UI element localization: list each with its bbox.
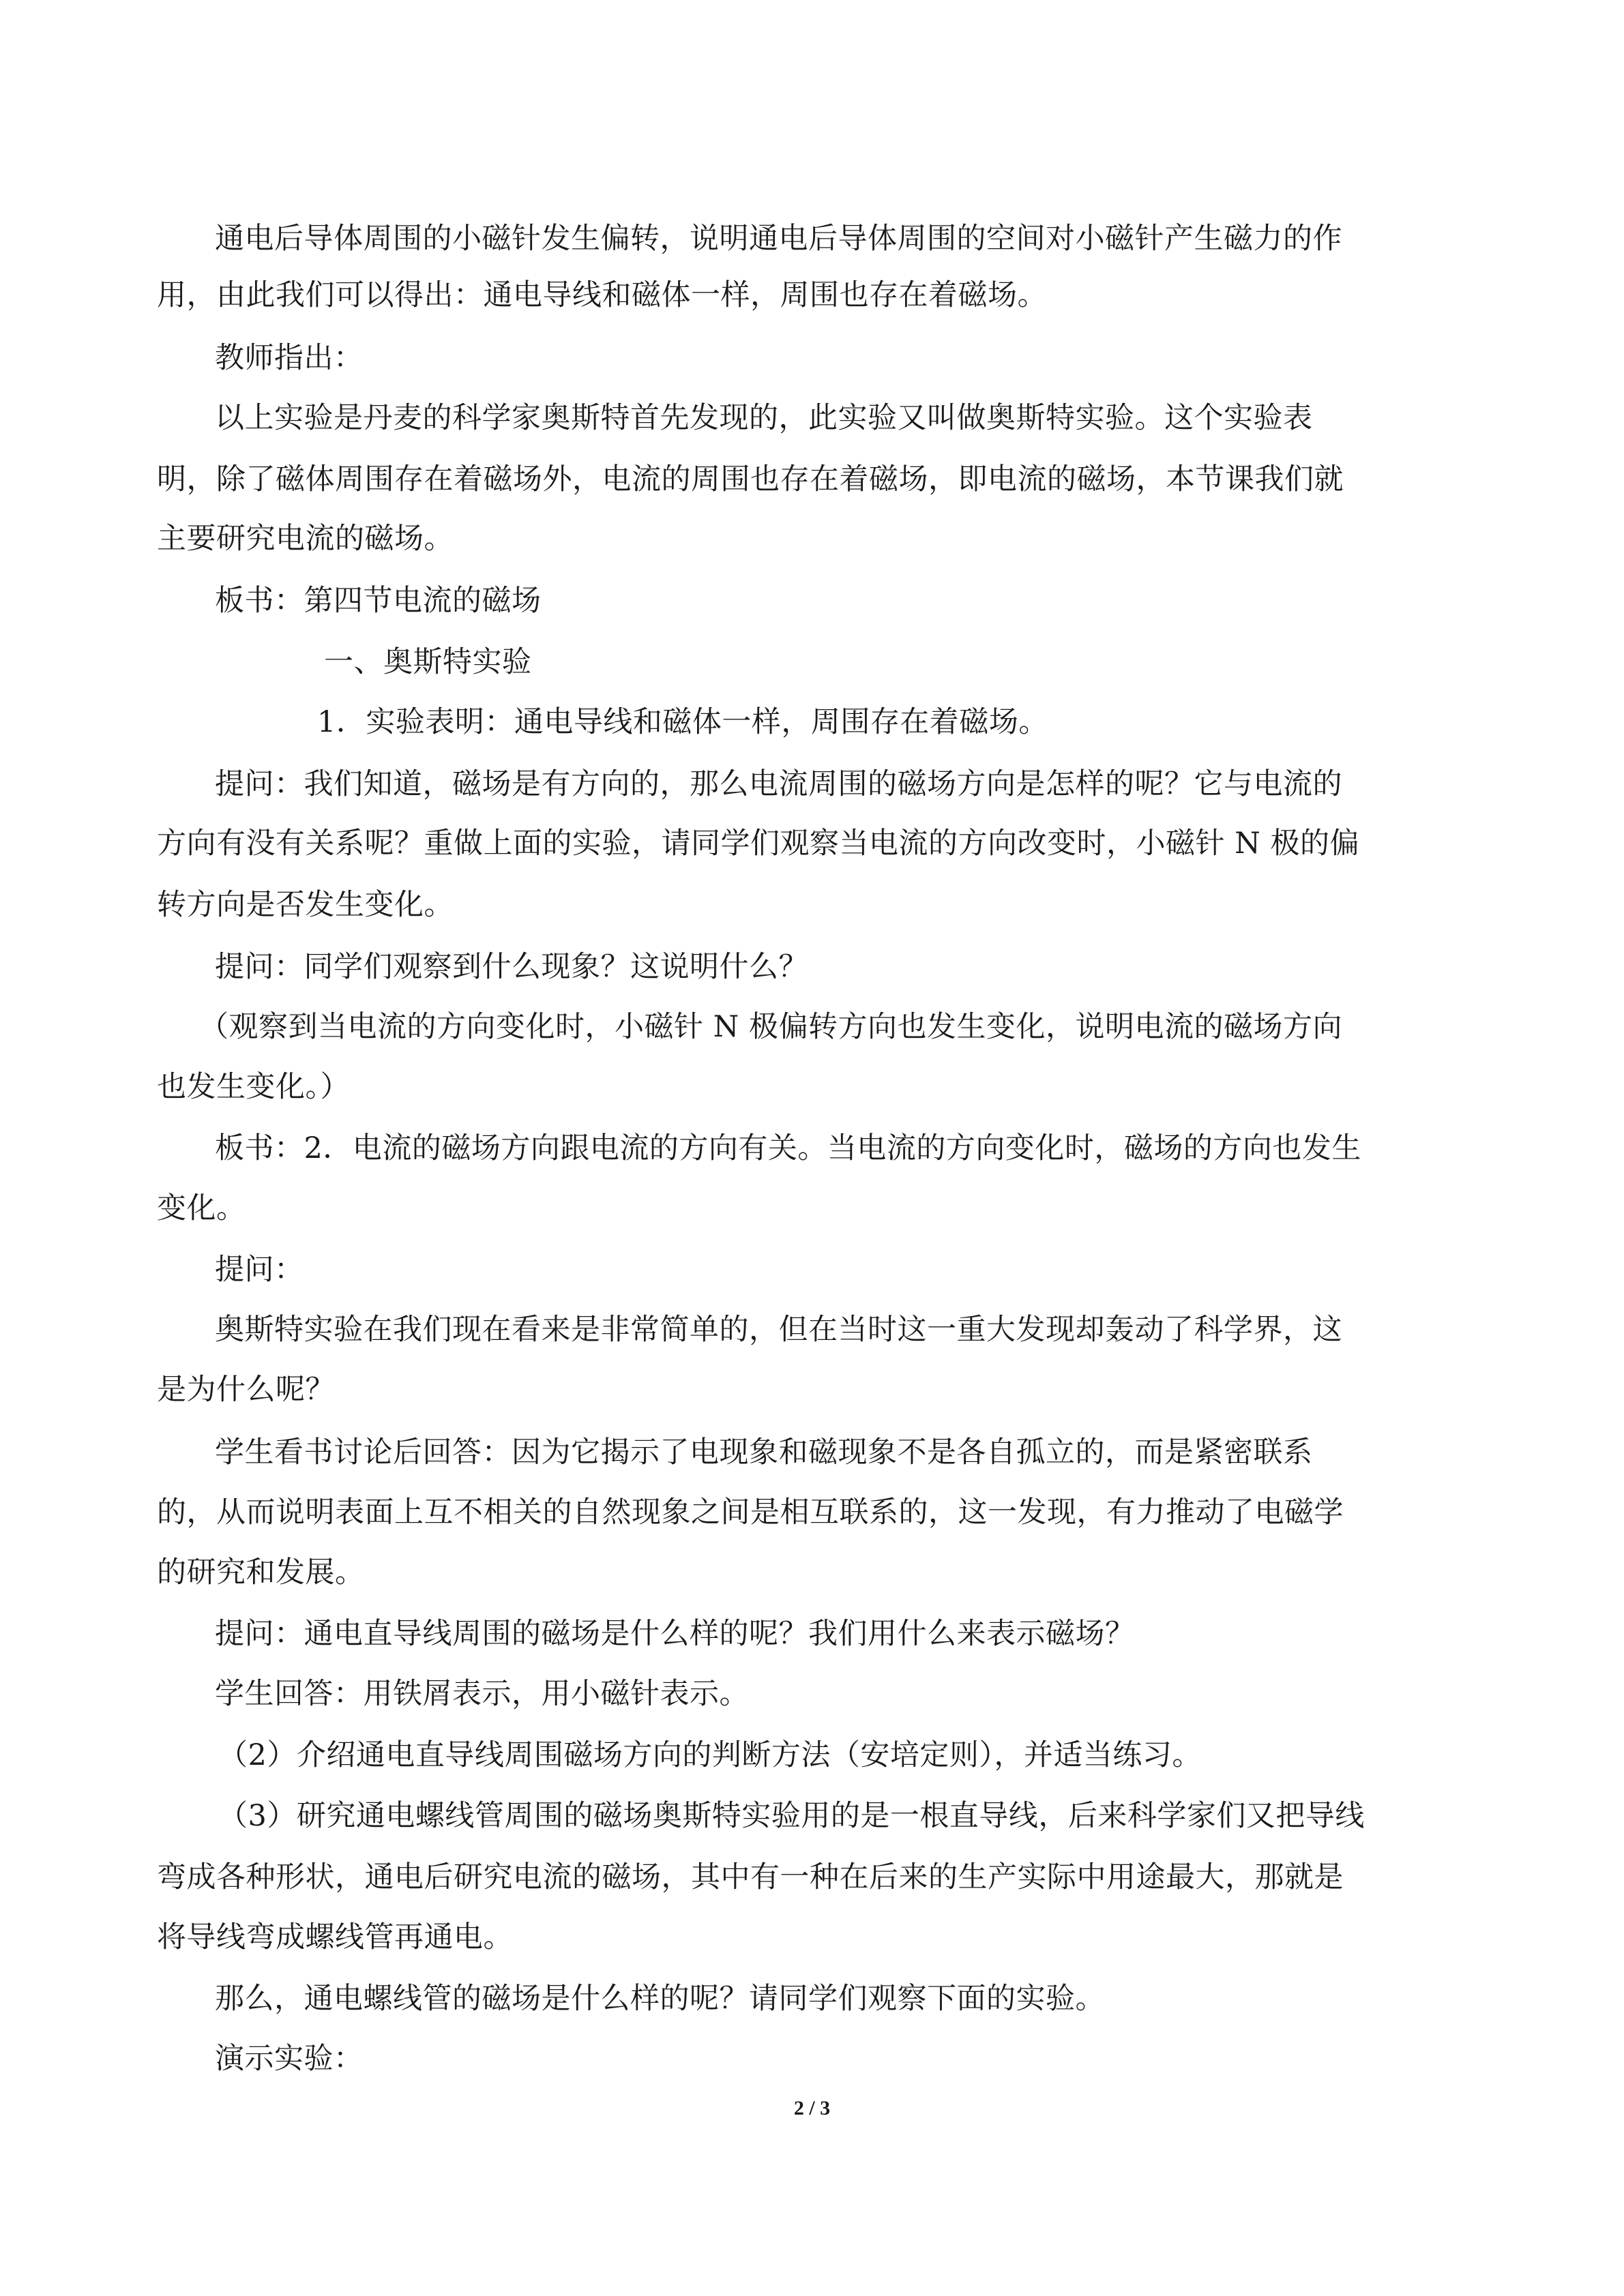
paragraph-line: 转方向是否发生变化。 bbox=[157, 888, 454, 922]
paragraph-line: 是为什么呢？ bbox=[157, 1373, 335, 1407]
paragraph-line: 弯成各种形状，通电后研究电流的磁场，其中有一种在后来的生产实际中用途最大，那就是 bbox=[157, 1860, 1344, 1894]
paragraph-line: 的，从而说明表面上互不相关的自然现象之间是相互联系的，这一发现，有力推动了电磁学 bbox=[157, 1495, 1344, 1530]
paragraph-line: 奥斯特实验在我们现在看来是非常简单的，但在当时这一重大发现却轰动了科学界，这 bbox=[215, 1313, 1342, 1347]
paragraph-line: 通电后导体周围的小磁针发生偏转，说明通电后导体周围的空间对小磁针产生磁力的作 bbox=[215, 222, 1342, 256]
paragraph-line: （观察到当电流的方向变化时，小磁针 N 极偏转方向也发生变化，说明电流的磁场方向 bbox=[199, 1010, 1342, 1044]
paragraph-line: 板书：第四节电流的磁场 bbox=[215, 584, 542, 618]
paragraph-line: 变化。 bbox=[157, 1191, 246, 1225]
paragraph-line: 主要研究电流的磁场。 bbox=[157, 522, 454, 556]
paragraph-line: 将导线弯成螺线管再通电。 bbox=[157, 1920, 513, 1954]
paragraph-line: 明，除了磁体周围存在着磁场外，电流的周围也存在着磁场，即电流的磁场，本节课我们就 bbox=[157, 462, 1344, 496]
paragraph-line: 教师指出： bbox=[215, 341, 364, 375]
paragraph-line: （3）研究通电螺线管周围的磁场奥斯特实验用的是一根直导线，后来科学家们又把导线 bbox=[218, 1799, 1365, 1833]
paragraph-line: 提问：通电直导线周围的磁场是什么样的呢？我们用什么来表示磁场？ bbox=[215, 1617, 1135, 1651]
paragraph-line: 演示实验： bbox=[215, 2042, 364, 2076]
paragraph-line: 一、奥斯特实验 bbox=[324, 645, 532, 679]
paragraph-line: （2）介绍通电直导线周围磁场方向的判断方法（安培定则），并适当练习。 bbox=[218, 1738, 1202, 1772]
paragraph-line: 以上实验是丹麦的科学家奥斯特首先发现的，此实验又叫做奥斯特实验。这个实验表 bbox=[215, 401, 1313, 435]
paragraph-line: 板书：2．电流的磁场方向跟电流的方向有关。当电流的方向变化时，磁场的方向也发生 bbox=[215, 1131, 1361, 1165]
paragraph-line: 用，由此我们可以得出：通电导线和磁体一样，周围也存在着磁场。 bbox=[157, 278, 1047, 312]
paragraph-line: 也发生变化。） bbox=[157, 1070, 350, 1104]
paragraph-line: 提问：同学们观察到什么现象？这说明什么？ bbox=[215, 950, 808, 984]
paragraph-line: 1．实验表明：通电导线和磁体一样，周围存在着磁场。 bbox=[317, 705, 1048, 739]
paragraph-line: 学生看书讨论后回答：因为它揭示了电现象和磁现象不是各自孤立的，而是紧密联系 bbox=[215, 1435, 1313, 1470]
paragraph-line: 方向有没有关系呢？重做上面的实验，请同学们观察当电流的方向改变时，小磁针 N 极的偏 bbox=[157, 826, 1359, 861]
paragraph-line: 提问： bbox=[215, 1253, 304, 1287]
paragraph-line: 学生回答：用铁屑表示，用小磁针表示。 bbox=[215, 1677, 749, 1711]
paragraph-line: 那么，通电螺线管的磁场是什么样的呢？请同学们观察下面的实验。 bbox=[215, 1982, 1105, 2016]
paragraph-line: 的研究和发展。 bbox=[157, 1555, 365, 1590]
paragraph-line: 提问：我们知道，磁场是有方向的，那么电流周围的磁场方向是怎样的呢？它与电流的 bbox=[215, 767, 1342, 801]
page-number: 2 / 3 bbox=[793, 2097, 831, 2119]
